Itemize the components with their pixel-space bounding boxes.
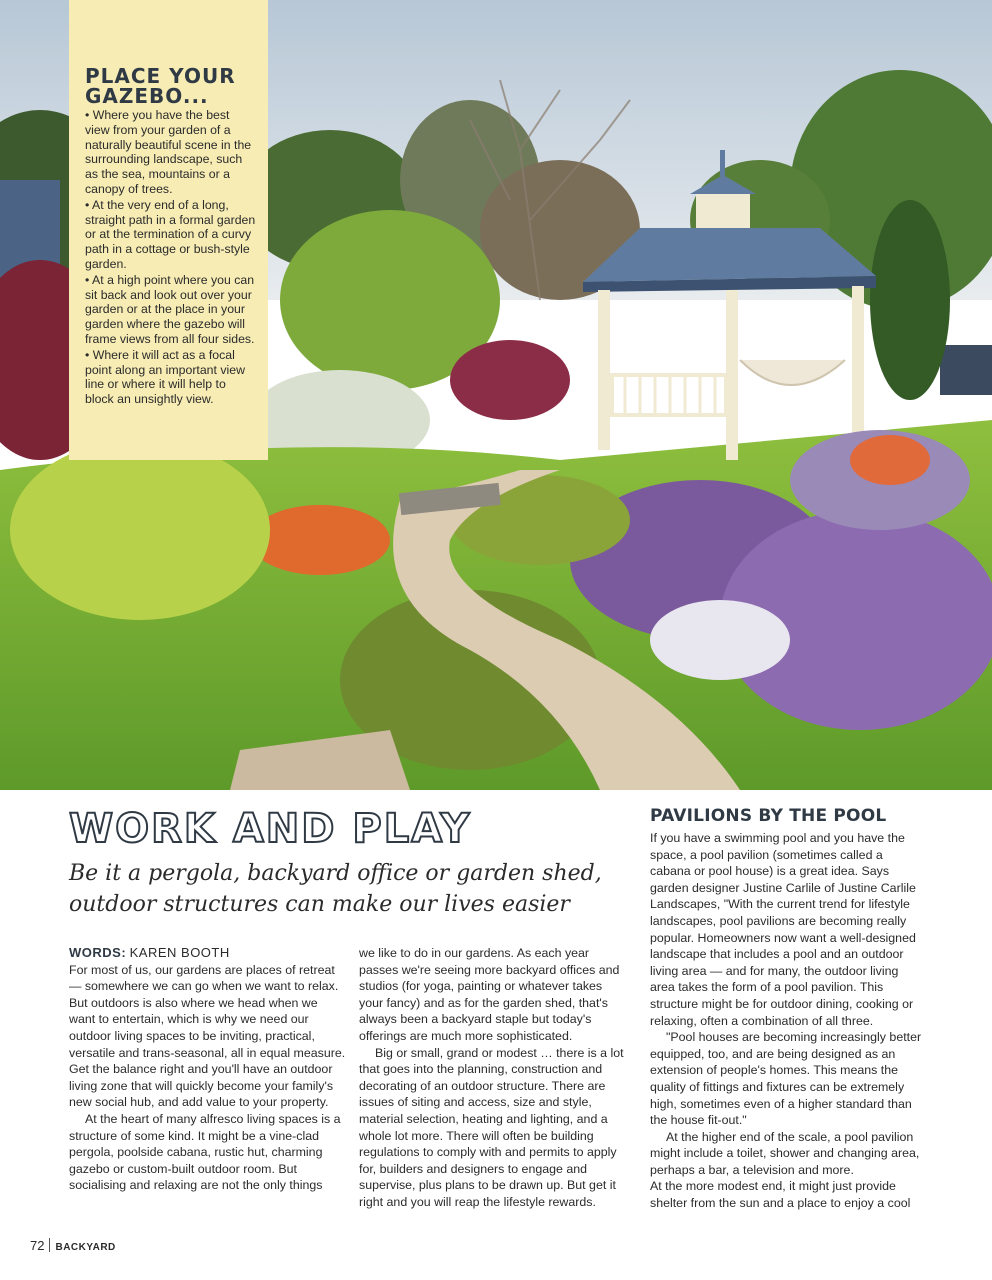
body-paragraph: If you have a swimming pool and you have the space, a pool pavilion (sometimes called a cabana or pool house) is a great idea. Says garden designer Justine Carlile of Justine Carlile Landscapes, "With the current trend for lifestyle landscapes, pool pavilions are becoming really popular. Homeowners now want a well-designed landscape that includes a pool and an outdoor living area — and for many, the outdoor living area takes the form of a pool pavilion. This structure might be for outdoor dining, cooking or relaxing, often a combination of all three. bbox=[650, 831, 916, 1028]
article-dek: Be it a pergola, backyard office or garden shed, outdoor structures can make our lives easier bbox=[69, 861, 602, 917]
article-column-1 bbox=[69, 945, 346, 1194]
byline bbox=[69, 945, 346, 962]
article-column-3 bbox=[650, 830, 925, 1212]
tip-item: • At the very end of a long, straight path in a formal garden or at the termination of a curvy path in a cottage or bush-style garden. bbox=[85, 197, 256, 271]
tip-item: • Where you have the best view from your garden of a naturally beautiful scene in the surrounding landscape, such as the sea, mountains or a canopy of trees. bbox=[85, 108, 252, 196]
byline-label: WORDS: bbox=[69, 945, 127, 960]
article-headline: WORK AND PLAY bbox=[69, 806, 472, 852]
tip-item: • At a high point where you can sit back and look out over your garden or at the place in your garden where the gazebo will frame views from all four sides. bbox=[85, 272, 255, 346]
body-paragraph: At the higher end of the scale, a pool pavilion might include a toilet, shower and changing area, perhaps a bar, a television and more. bbox=[650, 1129, 920, 1177]
body-paragraph: Big or small, grand or modest … there is a lot that goes into the planning, construction and decorating of an outdoor structure. There are issues of siting and access, size and style, material selection, heating and lighting, and a whole lot more. There will often be building regulations to comply with and permits to apply for, builders and designers to engage and supervise, plus plans to be drawn up. But get it right and you will reap the lifestyle rewards. bbox=[359, 1045, 624, 1209]
footer-divider bbox=[49, 1238, 50, 1252]
sidebar-title: PLACE YOUR GAZEBO... bbox=[85, 64, 236, 108]
gazebo-tips-box bbox=[69, 0, 268, 460]
article-column-2 bbox=[359, 945, 629, 1211]
tip-item: • Where it will act as a focal point along an important view line or where it will help to block an unsightly view. bbox=[85, 347, 245, 407]
body-paragraph: "Pool houses are becoming increasingly better equipped, too, and are being designed as an extension of people's homes. This means the quality of fittings and fixtures can be extremely high, sometimes even of a higher standard than the house fit-out." bbox=[650, 1030, 922, 1128]
page-number: 72 bbox=[30, 1238, 45, 1253]
body-paragraph: For most of us, our gardens are places of retreat — somewhere we can go when we want to relax. But outdoors is also where we head when we want to entertain, which is why we need our outdoor living spaces to be inviting, practical, versatile and trans-seasonal, all in equal measure. Get the balance right and you'll have an outdoor living zone that will quickly become your family's new social hub, and add value to your property. bbox=[69, 962, 346, 1110]
page-footer bbox=[30, 1238, 116, 1253]
byline-name: KAREN BOOTH bbox=[129, 945, 230, 960]
body-paragraph: we like to do in our gardens. As each year passes we're seeing more backyard offices and studios (for yoga, painting or whatever takes your fancy) and as for the garden shed, that's always been a backyard staple but today's offerings are much more sophisticated. bbox=[359, 946, 620, 1043]
body-paragraph: At the more modest end, it might just provide shelter from the sun and a place to enjoy a cool bbox=[650, 1179, 911, 1211]
section-name: BACKYARD bbox=[55, 1242, 116, 1253]
body-paragraph: At the heart of many alfresco living spaces is a structure of some kind. It might be a vine-clad pergola, poolside cabana, rustic hut, charming gazebo or custom-built outdoor room. But socialising and relaxing are not the only things bbox=[69, 1111, 341, 1193]
section-heading: PAVILIONS BY THE POOL bbox=[650, 806, 887, 826]
